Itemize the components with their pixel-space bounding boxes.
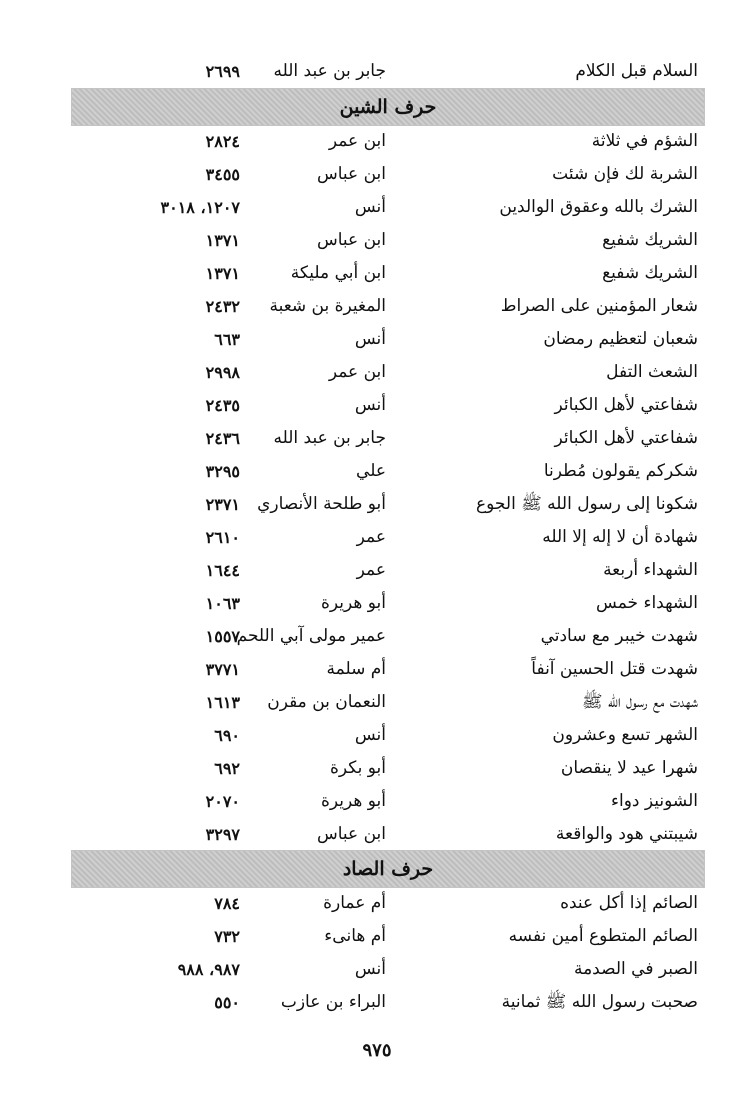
narrator: عمر [356,527,386,547]
hadith-text: الشعث التفل [606,362,698,382]
index-row [0,887,754,920]
hadith-number: ٢٣٧١ [205,495,240,514]
index-row [0,986,754,1019]
hadith-text: الشربة لك فإن شئت [552,164,698,184]
hadith-text: شفاعتي لأهل الكبائر [554,395,698,415]
narrator: ابن عباس [316,164,386,184]
index-row [0,290,754,323]
narrator: أم عمارة [323,893,386,913]
narrator: عمير مولى آبي اللحم [236,626,386,646]
narrator: أنس [354,329,386,349]
index-row [0,920,754,953]
hadith-text: الشؤم في ثلاثة [591,131,698,151]
index-row [0,818,754,851]
index-row [0,686,754,719]
narrator: أم هانىء [324,926,386,946]
index-row [0,953,754,986]
hadith-number: ٢٤٣٢ [205,297,240,316]
hadith-number: ٢٤٣٥ [205,396,240,415]
index-row [0,554,754,587]
narrator: أبو هريرة [320,791,386,811]
narrator: أنس [354,197,386,217]
narrator: ابن أبي مليكة [290,263,386,283]
narrator: جابر بن عبد الله [273,428,386,448]
hadith-number: ٣٢٩٧ [205,825,240,844]
index-row [0,455,754,488]
hadith-text: الصائم إذا أكل عنده [560,893,698,913]
narrator: أبو طلحة الأنصاري [257,494,386,514]
narrator: المغيرة بن شعبة [269,296,386,316]
hadith-number: ٢٨٢٤ [205,132,240,151]
narrator: عمر [356,560,386,580]
hadith-number: ٢٤٣٦ [205,429,240,448]
hadith-number: ٣٤٥٥ [205,165,240,184]
hadith-number: ١٣٧١ [205,264,240,283]
section-title: حرف الصاد [342,858,434,880]
hadith-number: ١٦١٣ [205,693,240,712]
hadith-text: شكركم يقولون مُطرنا [543,461,698,481]
hadith-number: ٢٠٧٠ [205,792,240,811]
hadith-text: الشهداء أربعة [603,560,698,580]
index-row [0,224,754,257]
hadith-text: شعبان لتعظيم رمضان [543,329,698,349]
hadith-text: السلام قبل الكلام [575,61,698,81]
narrator: ابن عمر [328,362,386,382]
narrator: البراء بن عازب [280,992,386,1012]
hadith-number: ٢٦٩٩ [205,62,240,81]
hadith-text: الصبر في الصدمة [573,959,698,979]
index-row [0,125,754,158]
hadith-number: ٩٨٧، ٩٨٨ [177,960,240,979]
hadith-text: شهدت مع رسول الله ﷺ [582,692,698,712]
narrator: أبو بكرة [329,758,386,778]
narrator: ابن عباس [316,230,386,250]
index-row [0,356,754,389]
page-number: ٩٧٥ [362,1040,392,1061]
index-row [0,422,754,455]
hadith-text: شهدت قتل الحسين آنفاً [531,659,698,679]
index-row [0,191,754,224]
index-row [0,521,754,554]
hadith-text: الشريك شفيع [602,230,698,250]
hadith-text: شكونا إلى رسول الله ﷺ الجوع [476,494,698,514]
hadith-number: ١٣٧١ [205,231,240,250]
hadith-number: ٧٣٢ [214,927,240,946]
index-row [0,752,754,785]
index-row [0,785,754,818]
narrator: ابن عمر [328,131,386,151]
index-row [0,719,754,752]
index-row [0,587,754,620]
hadith-text: الشرك بالله وعقوق الوالدين [499,197,698,217]
narrator: جابر بن عبد الله [273,61,386,81]
narrator: أنس [354,959,386,979]
hadith-text: الشريك شفيع [602,263,698,283]
narrator: علي [356,461,386,481]
hadith-number: ٢٦١٠ [205,528,240,547]
section-title: حرف الشين [339,96,437,118]
index-row [0,389,754,422]
hadith-number: ٣٧٧١ [205,660,240,679]
narrator: النعمان بن مقرن [267,692,386,712]
hadith-number: ٧٨٤ [214,894,240,913]
hadith-number: ٢٩٩٨ [205,363,240,382]
narrator: ابن عباس [316,824,386,844]
index-row [0,323,754,356]
hadith-number: ٣٢٩٥ [205,462,240,481]
hadith-text: الصائم المتطوع أمين نفسه [508,926,698,946]
hadith-number: ٦٩٠ [214,726,240,745]
hadith-number: ٥٥٠ [214,993,240,1012]
hadith-text: شفاعتي لأهل الكبائر [554,428,698,448]
hadith-text: الشهداء خمس [596,593,698,613]
hadith-text: الشونيز دواء [611,791,698,811]
section-header-sad [72,851,704,887]
hadith-text: شعار المؤمنين على الصراط [500,296,698,316]
hadith-text: الشهر تسع وعشرون [552,725,698,745]
hadith-number: ١٦٤٤ [205,561,240,580]
hadith-number: ٦٩٢ [214,759,240,778]
hadith-text: شيبتني هود والواقعة [555,824,698,844]
hadith-text: شهرا عيد لا ينقصان [560,758,698,778]
index-row [0,55,754,88]
index-row [0,158,754,191]
hadith-text: شهدت خيبر مع سادتي [540,626,698,646]
index-row [0,620,754,653]
hadith-number: ١٠٦٣ [205,594,240,613]
narrator: أنس [354,725,386,745]
hadith-text: صحبت رسول الله ﷺ ثمانية [501,992,698,1012]
section-header-shin [72,89,704,125]
narrator: أم سلمة [326,659,386,679]
index-row [0,653,754,686]
hadith-number: ١٥٥٧ [205,627,240,646]
narrator: أنس [354,395,386,415]
hadith-text: شهادة أن لا إله إلا الله [542,527,698,547]
index-row [0,257,754,290]
hadith-number: ٦٦٣ [214,330,240,349]
index-row [0,488,754,521]
narrator: أبو هريرة [320,593,386,613]
hadith-number: ١٢٠٧، ٣٠١٨ [160,198,240,217]
